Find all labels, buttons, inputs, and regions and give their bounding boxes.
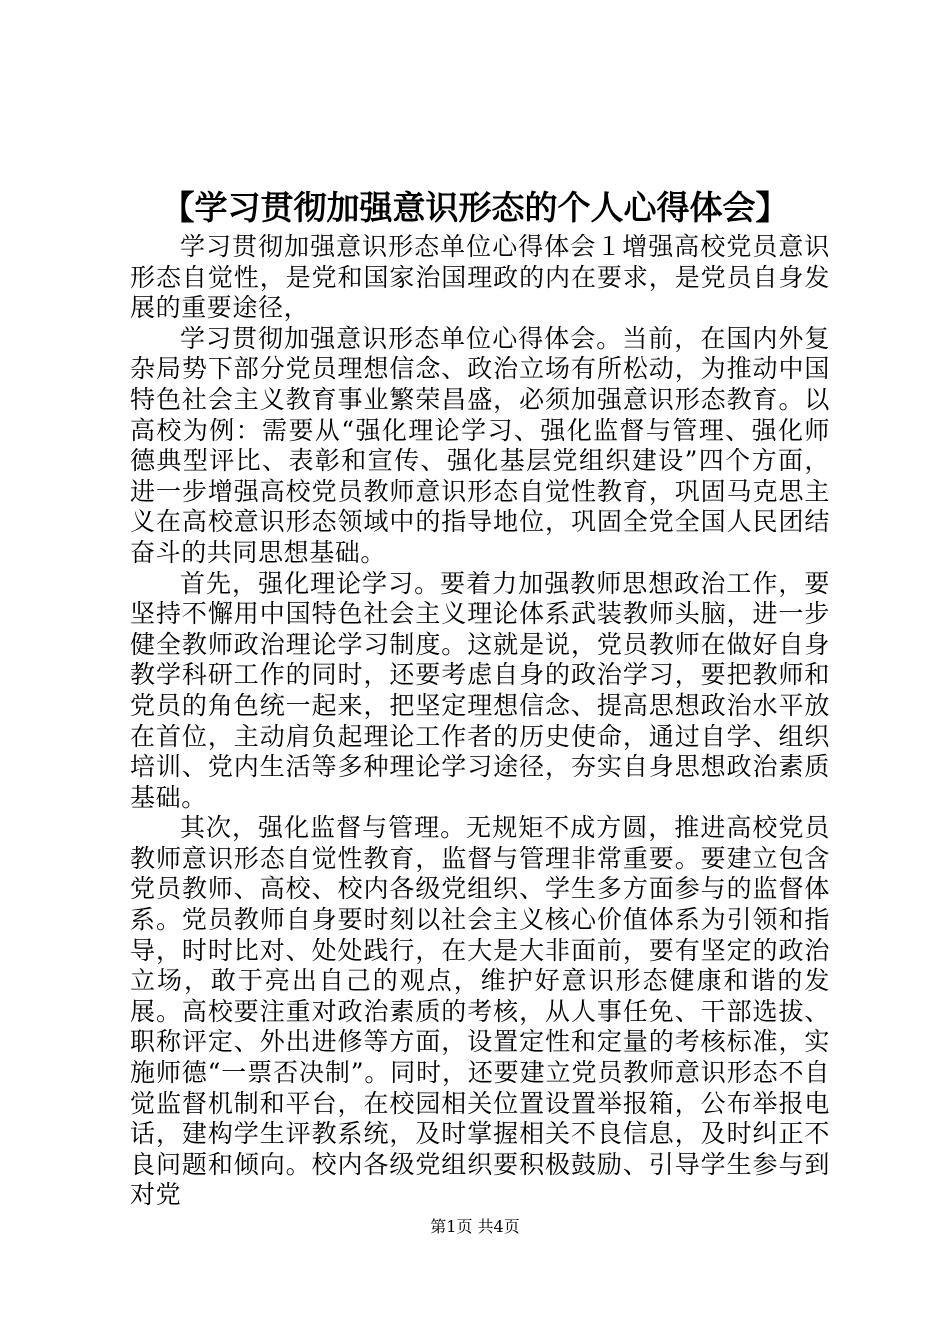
paragraph-2: 学习贯彻加强意识形态单位心得体会。当前，在国内外复杂局势下部分党员理想信念、政治立场有所松动，为推动中国特色社会主义教育事业繁荣昌盛，必须加强意识形态教育。以高校为例：需要从“强化理论学习、强化监督与管理、强化师德典型评比、表彰和宣传、强化基层党组织建设”四个方面，进一步增强高校党员教师意识形态自觉性教育，巩固马克思主义在高校意识形态领域中的指导地位，巩固全党全国人民团结奋斗的共同思想基础。: [130, 323, 830, 567]
page-number-footer: 第1页 共4页: [430, 1217, 520, 1236]
document-body: [130, 232, 830, 1211]
paragraph-4: 其次，强化监督与管理。无规矩不成方圆，推进高校党员教师意识形态自觉性教育，监督与管理非常重要。要建立包含党员教师、高校、校内各级党组织、学生多方面参与的监督体系。党员教师自身要时刻以社会主义核心价值体系为引领和指导，时时比对、处处践行，在大是大非面前，要有坚定的政治立场，敢于亮出自己的观点，维护好意识形态健康和谐的发展。高校要注重对政治素质的考核，从人事任免、干部选拔、职称评定、外出进修等方面，设置定性和定量的考核标准，实施师德“一票否决制”。同时，还要建立党员教师意识形态不自觉监督机制和平台，在校园相关位置设置举报箱，公布举报电话，建构学生评教系统，及时掌握相关不良信息，及时纠正不良问题和倾向。校内各级党组织要积极鼓励、引导学生参与到对党: [130, 813, 830, 1210]
paragraph-1: 学习贯彻加强意识形态单位心得体会１增强高校党员意识形态自觉性，是党和国家治国理政的内在要求，是党员自身发展的重要途径，: [130, 232, 830, 323]
document-title: 【学习贯彻加强意识形态的个人心得体会】: [161, 188, 789, 227]
paragraph-3: 首先，强化理论学习。要着力加强教师思想政治工作，要坚持不懈用中国特色社会主义理论体系武装教师头脑，进一步健全教师政治理论学习制度。这就是说，党员教师在做好自身教学科研工作的同时，还要考虑自身的政治学习，要把教师和党员的角色统一起来，把坚定理想信念、提高思想政治水平放在首位，主动肩负起理论工作者的历史使命，通过自学、组织培训、党内生活等多种理论学习途径，夯实自身思想政治素质基础。: [130, 568, 830, 812]
